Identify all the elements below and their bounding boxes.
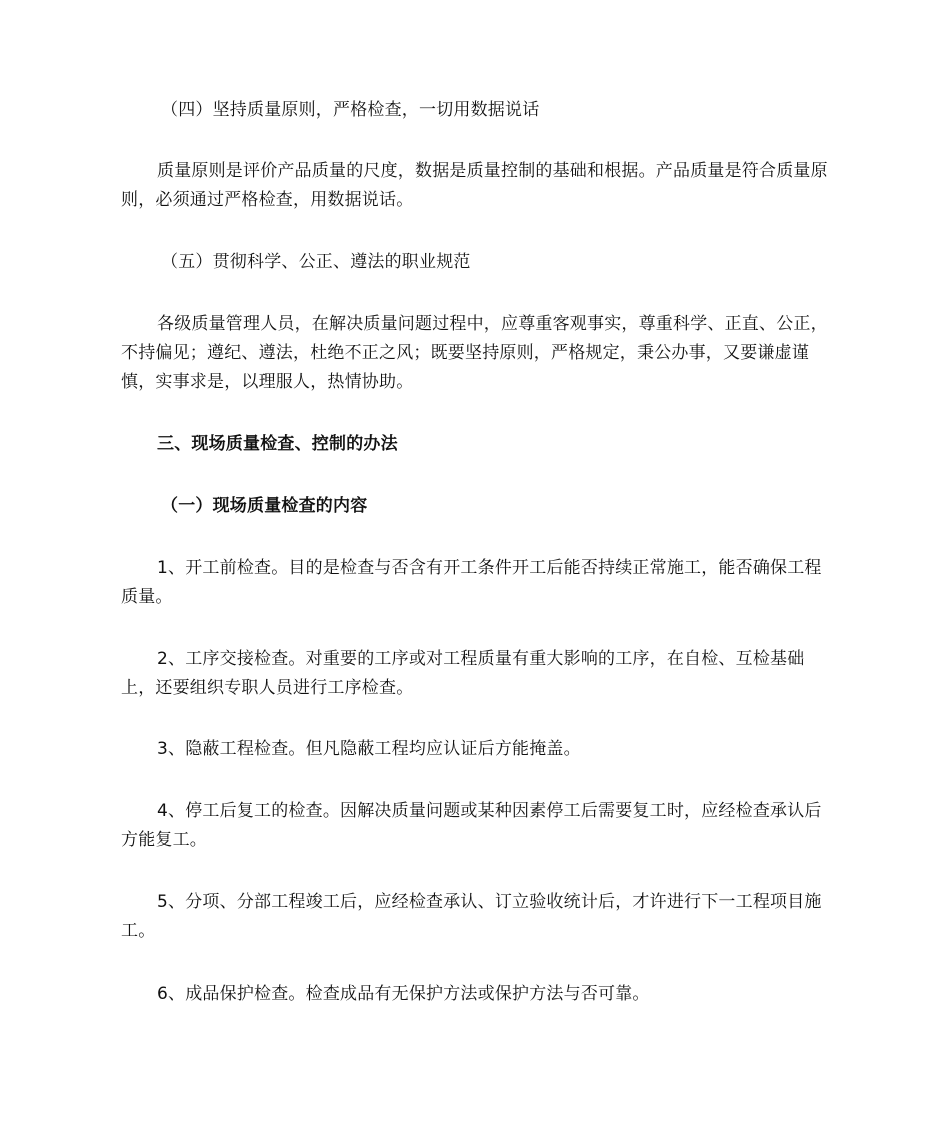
- paragraph-management-staff: 各级质量管理人员，在解决质量问题过程中，应尊重客观事实，尊重科学、正直、公正，不持偏见；遵纪、遵法，杜绝不正之风；既要坚持原则，严格规定，秉公办事，又要谦虚谨慎，实事求是，以理服人，热情协助。: [121, 314, 828, 392]
- list-item-3: 3、隐蔽工程检查。但凡隐蔽工程均应认证后方能掩盖。: [157, 739, 581, 759]
- list-item-5: 5、分项、分部工程竣工后，应经检查承认、订立验收统计后，才许进行下一工程项目施工。: [121, 892, 822, 941]
- list-item-2: 2、工序交接检查。对重要的工序或对工程质量有重大影响的工序，在自检、互检基础上，还要组织专职人员进行工序检查。: [121, 649, 805, 698]
- list-item-4: 4、停工后复工的检查。因解决质量问题或某种因素停工后需要复工时，应经检查承认后方能复工。: [121, 801, 822, 850]
- list-item-6: 6、成品保护检查。检查成品有无保护方法或保护方法与否可靠。: [157, 984, 650, 1004]
- section-heading-three: 三、现场质量检查、控制的办法: [157, 434, 398, 454]
- subheading-five: （五）贯彻科学、公正、遵法的职业规范: [161, 252, 471, 272]
- paragraph-quality-principle: 质量原则是评价产品质量的尺度，数据是质量控制的基础和根据。产品质量是符合质量原则，必须通过严格检查，用数据说话。: [121, 161, 828, 210]
- subheading-four: （四）坚持质量原则，严格检查，一切用数据说话: [161, 100, 540, 120]
- subheading-one: （一）现场质量检查的内容: [161, 496, 368, 516]
- list-item-1: 1、开工前检查。目的是检查与否含有开工条件开工后能否持续正常施工，能否确保工程质量。: [121, 558, 822, 607]
